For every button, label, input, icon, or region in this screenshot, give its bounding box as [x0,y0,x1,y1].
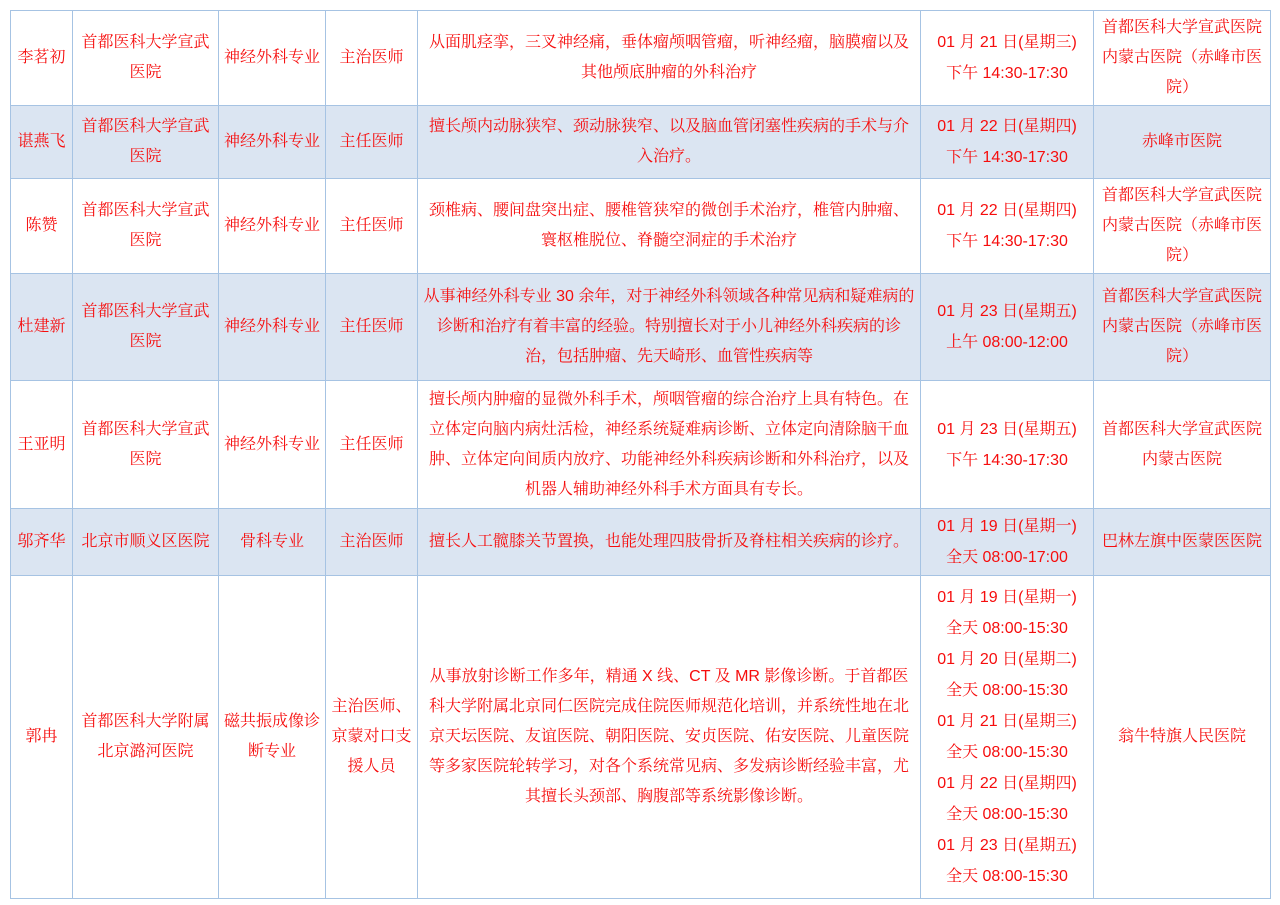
expertise-cell: 颈椎病、腰间盘突出症、腰椎管狭窄的微创手术治疗，椎管内肿瘤、寰枢椎脱位、脊髓空洞症的手术治疗 [418,179,921,274]
schedule-line: 01 月 21 日(星期三) [937,713,1077,730]
schedule-line: 下午 14:30-17:30 [946,65,1068,82]
doctor-name-cell: 陈赞 [11,179,73,274]
title-cell: 主治医师 [326,11,418,106]
doctor-name-cell: 杜建新 [11,274,73,381]
specialty-cell: 神经外科专业 [219,179,326,274]
title-cell: 主治医师 [326,509,418,576]
schedule-cell [921,179,1094,274]
table-row [11,179,1271,274]
specialty-cell: 磁共振成像诊断专业 [219,576,326,899]
location-cell: 翁牛特旗人民医院 [1094,576,1271,899]
specialty-cell: 神经外科专业 [219,106,326,179]
schedule-cell [921,106,1094,179]
table-row [11,381,1271,509]
schedule-line: 下午 14:30-17:30 [946,233,1068,250]
location-cell: 首都医科大学宣武医院内蒙古医院 [1094,381,1271,509]
table-row [11,509,1271,576]
schedule-line: 01 月 22 日(星期四) [937,118,1077,135]
title-cell: 主治医师、京蒙对口支援人员 [326,576,418,899]
doctor-name-cell: 李茗初 [11,11,73,106]
schedule-line: 01 月 21 日(星期三) [937,34,1077,51]
schedule-line: 01 月 22 日(星期四) [937,775,1077,792]
hospital-cell: 首都医科大学附属北京潞河医院 [73,576,219,899]
schedule-line: 01 月 20 日(星期二) [937,651,1077,668]
schedule-line: 全天 08:00-15:30 [946,682,1068,699]
specialty-cell: 骨科专业 [219,509,326,576]
location-cell: 首都医科大学宣武医院内蒙古医院（赤峰市医院） [1094,274,1271,381]
doctor-name-cell: 邬齐华 [11,509,73,576]
doctor-name-cell: 谌燕飞 [11,106,73,179]
title-cell: 主任医师 [326,106,418,179]
location-cell: 巴林左旗中医蒙医医院 [1094,509,1271,576]
table-row [11,576,1271,899]
doctor-schedule-table [10,10,1271,899]
title-cell: 主任医师 [326,381,418,509]
table-row [11,11,1271,106]
schedule-line: 全天 08:00-15:30 [946,620,1068,637]
doctor-name-cell: 郭冉 [11,576,73,899]
specialty-cell: 神经外科专业 [219,11,326,106]
specialty-cell: 神经外科专业 [219,381,326,509]
schedule-line: 01 月 22 日(星期四) [937,202,1077,219]
schedule-line: 01 月 23 日(星期五) [937,420,1077,438]
hospital-cell: 首都医科大学宣武医院 [73,11,219,106]
hospital-cell: 首都医科大学宣武医院 [73,179,219,274]
table-body [11,11,1271,899]
schedule-line: 全天 08:00-15:30 [946,744,1068,761]
expertise-cell: 从事放射诊断工作多年，精通 X 线、CT 及 MR 影像诊断。于首都医科大学附属北京同仁医院完成住院医师规范化培训，并系统性地在北京天坛医院、友谊医院、朝阳医院、安贞医院、佑安医院、儿童医院等多家医院轮转学习，对各个系统常见病、多发病诊断经验丰富，尤其擅长头颈部、胸腹部等系统影像诊断。 [418,576,921,899]
hospital-cell: 首都医科大学宣武医院 [73,274,219,381]
schedule-line: 全天 08:00-17:00 [946,549,1068,566]
location-cell: 赤峰市医院 [1094,106,1271,179]
title-cell: 主任医师 [326,179,418,274]
schedule-line: 下午 14:30-17:30 [946,149,1068,166]
table-row [11,274,1271,381]
schedule-cell [921,11,1094,106]
location-cell: 首都医科大学宣武医院内蒙古医院（赤峰市医院） [1094,11,1271,106]
schedule-line: 01 月 19 日(星期一) [937,589,1077,606]
expertise-cell: 擅长颅内肿瘤的显微外科手术，颅咽管瘤的综合治疗上具有特色。在立体定向脑内病灶活检，神经系统疑难病诊断、立体定向清除脑干血肿、立体定向间质内放疗、功能神经外科疾病诊断和外科治疗，以及机器人辅助神经外科手术方面具有专长。 [418,381,921,509]
schedule-line: 全天 08:00-15:30 [946,868,1068,885]
schedule-cell [921,274,1094,381]
hospital-cell: 首都医科大学宣武医院 [73,106,219,179]
hospital-cell: 首都医科大学宣武医院 [73,381,219,509]
schedule-line: 全天 08:00-15:30 [946,806,1068,823]
schedule-cell [921,576,1094,899]
schedule-cell [921,381,1094,509]
schedule-line: 上午 08:00-12:00 [946,334,1068,351]
expertise-cell: 从事神经外科专业 30 余年，对于神经外科领域各种常见病和疑难病的诊断和治疗有着丰富的经验。特别擅长对于小儿神经外科疾病的诊治，包括肿瘤、先天崎形、血管性疾病等 [418,274,921,381]
schedule-line: 01 月 19 日(星期一) [937,518,1077,535]
table-row [11,106,1271,179]
expertise-cell: 擅长人工髋膝关节置换，也能处理四肢骨折及脊柱相关疾病的诊疗。 [418,509,921,576]
schedule-cell [921,509,1094,576]
schedule-line: 01 月 23 日(星期五) [937,837,1077,854]
expertise-cell: 从面肌痉挛，三叉神经痛，垂体瘤颅咽管瘤，听神经瘤，脑膜瘤以及其他颅底肿瘤的外科治疗 [418,11,921,106]
expertise-cell: 擅长颅内动脉狭窄、颈动脉狭窄、以及脑血管闭塞性疾病的手术与介入治疗。 [418,106,921,179]
schedule-line: 01 月 23 日(星期五) [937,303,1077,320]
schedule-line: 下午 14:30-17:30 [946,451,1068,469]
location-cell: 首都医科大学宣武医院内蒙古医院（赤峰市医院） [1094,179,1271,274]
title-cell: 主任医师 [326,274,418,381]
specialty-cell: 神经外科专业 [219,274,326,381]
hospital-cell: 北京市顺义区医院 [73,509,219,576]
doctor-name-cell: 王亚明 [11,381,73,509]
